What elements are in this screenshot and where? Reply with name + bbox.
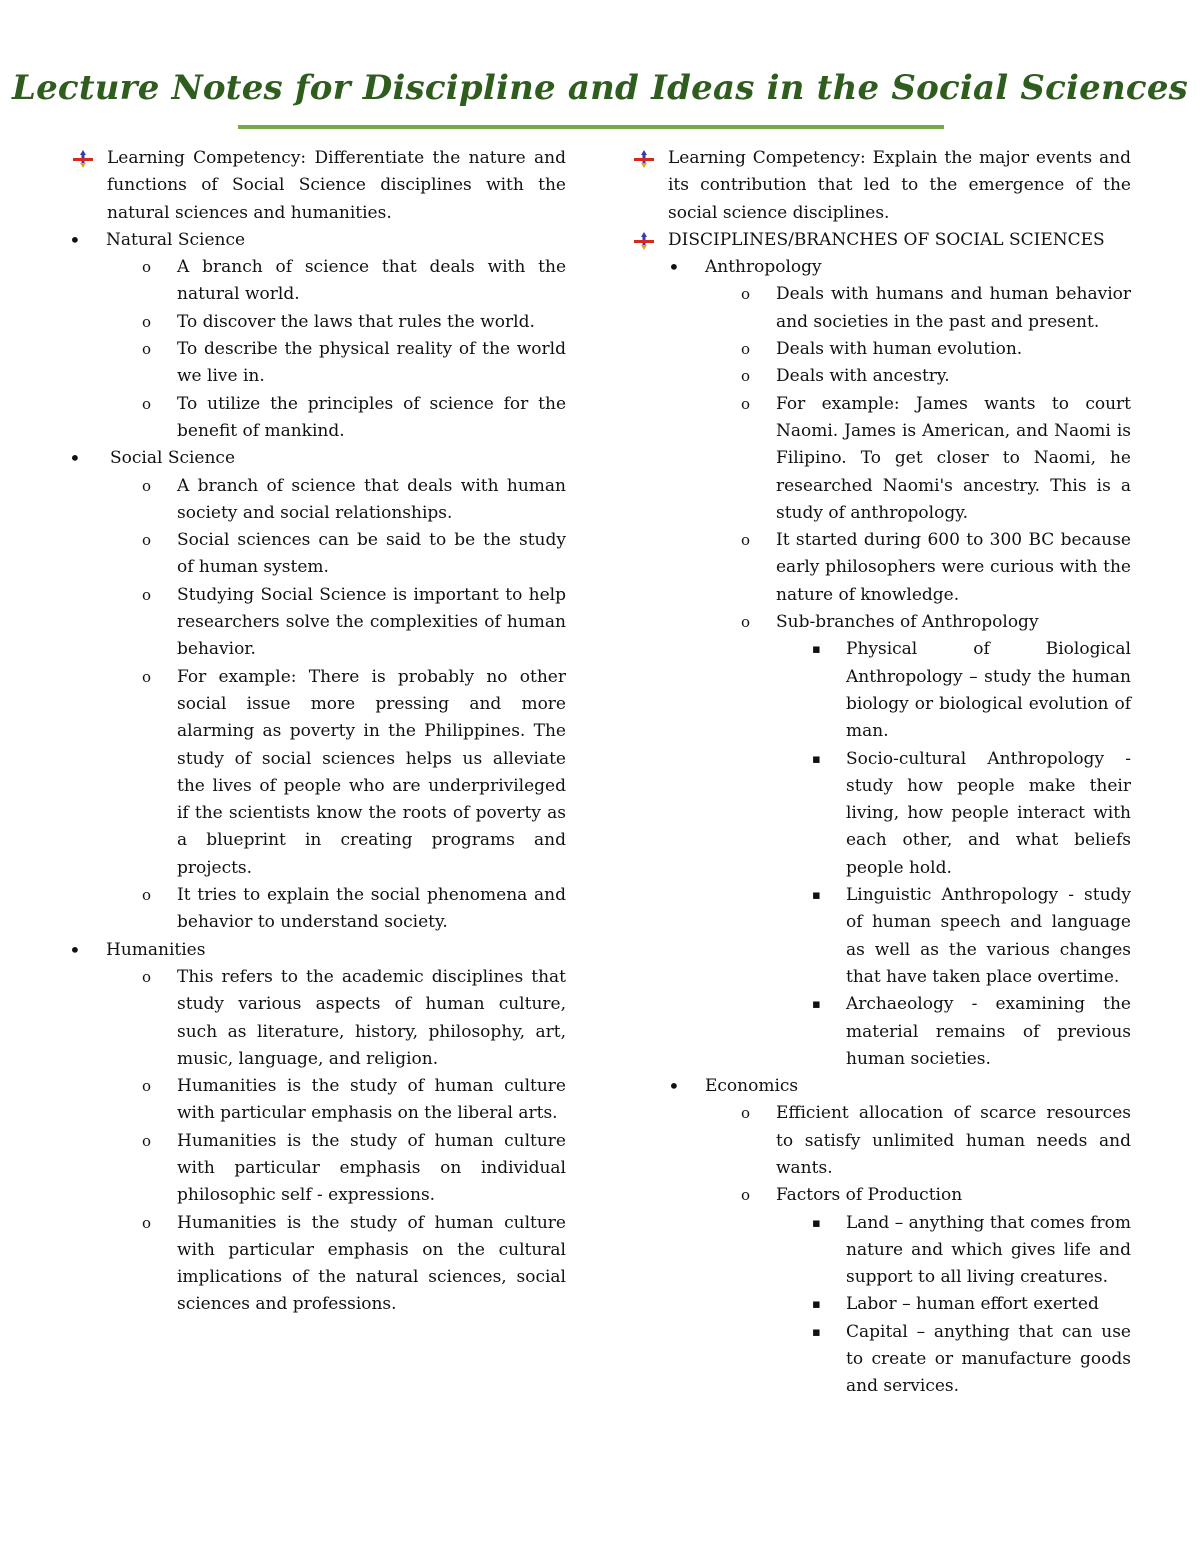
list-item: o To discover the laws that rules the world. [72, 309, 566, 336]
square-bullet-icon: ▪ [812, 642, 821, 658]
list-item: o A branch of science that deals with the natural world. [72, 254, 566, 309]
circle-bullet-icon: o [142, 886, 152, 905]
list-item: o For example: James wants to court Naomi. James is American, and Naomi is Filipino. To get closer to Naomi, he researched Naomi's ancestry. This is a study of anthropology. [633, 391, 1131, 527]
list-item: o Factors of Production [633, 1182, 1131, 1209]
bullet-icon: • [69, 937, 81, 962]
bullet-icon: • [668, 255, 680, 280]
list-item-social-science: • Social Science [72, 445, 566, 472]
list-item: o Sub-branches of Anthropology [633, 609, 1131, 636]
circle-bullet-icon: o [142, 967, 152, 986]
circle-bullet-icon: o [142, 667, 152, 686]
list-item: o Humanities is the study of human culture with particular emphasis on individual philosophic self - expressions. [72, 1128, 566, 1210]
list-item: o Efficient allocation of scarce resources to satisfy unlimited human needs and wants. [633, 1100, 1131, 1182]
circle-bullet-icon: o [142, 1131, 152, 1150]
list-item: o Humanities is the study of human culture with particular emphasis on the cultural implications of the natural sciences, social sciences and professions. [72, 1210, 566, 1319]
list-item: o A branch of science that deals with human society and social relationships. [72, 473, 566, 528]
list-item-humanities: • Humanities [72, 937, 566, 964]
bullet-icon: • [69, 446, 81, 471]
circle-bullet-icon: o [741, 340, 751, 359]
right-column [633, 145, 1131, 1401]
list-item: ▪ Land – anything that comes from nature and which gives life and support to all living creatures. [633, 1210, 1131, 1292]
list-item: ▪ Capital – anything that can use to create or manufacture goods and services. [633, 1319, 1131, 1401]
circle-bullet-icon: o [741, 1186, 751, 1205]
circle-bullet-icon: o [142, 1213, 152, 1232]
circle-bullet-icon: o [142, 476, 152, 495]
list-item: o Humanities is the study of human culture with particular emphasis on the liberal arts. [72, 1073, 566, 1128]
page-title: Lecture Notes for Discipline and Ideas in the Social Sciences [11, 68, 1188, 108]
list-item: o Deals with ancestry. [633, 363, 1131, 390]
competency-right: Learning Competency: Explain the major events and its contribution that led to the emergence of the social science disciplines. [633, 145, 1131, 227]
list-item: o For example: There is probably no other social issue more pressing and more alarming as poverty in the Philippines. The study of social sciences helps us alleviate the lives of people who are underprivileged if the scientists know the roots of poverty as a blueprint in creating programs and projects. [72, 664, 566, 882]
list-item: o It tries to explain the social phenomena and behavior to understand society. [72, 882, 566, 937]
circle-bullet-icon: o [741, 531, 751, 550]
square-bullet-icon: ▪ [812, 888, 821, 904]
bullet-icon: • [69, 227, 81, 252]
square-bullet-icon: ▪ [812, 1215, 821, 1231]
circle-bullet-icon: o [142, 340, 152, 359]
circle-bullet-icon: o [741, 1104, 751, 1123]
circle-bullet-icon: o [741, 394, 751, 413]
list-item: o Deals with human evolution. [633, 336, 1131, 363]
list-item: ▪ Labor – human effort exerted [633, 1291, 1131, 1318]
list-item: o Social sciences can be said to be the study of human system. [72, 527, 566, 582]
circle-bullet-icon: o [741, 367, 751, 386]
bullet-icon: • [668, 1074, 680, 1099]
square-bullet-icon: ▪ [812, 1324, 821, 1340]
list-item-economics: • Economics [633, 1073, 1131, 1100]
list-item: o Studying Social Science is important to help researchers solve the complexities of human behavior. [72, 582, 566, 664]
square-bullet-icon: ▪ [812, 1297, 821, 1313]
list-item: o To describe the physical reality of the world we live in. [72, 336, 566, 391]
square-bullet-icon: ▪ [812, 751, 821, 767]
list-item: o To utilize the principles of science for the benefit of mankind. [72, 391, 566, 446]
arrow-bullet-icon [72, 150, 94, 177]
circle-bullet-icon: o [142, 531, 152, 550]
circle-bullet-icon: o [741, 285, 751, 304]
list-item: ▪ Archaeology - examining the material remains of previous human societies. [633, 991, 1131, 1073]
list-item: ▪ Linguistic Anthropology - study of human speech and language as well as the various changes that have taken place overtime. [633, 882, 1131, 991]
list-item: o Deals with humans and human behavior and societies in the past and present. [633, 281, 1131, 336]
list-item-natural-science: • Natural Science [72, 227, 566, 254]
circle-bullet-icon: o [142, 1077, 152, 1096]
list-item: ▪ Physical of Biological Anthropology – study the human biology or biological evolution of man. [633, 636, 1131, 745]
square-bullet-icon: ▪ [812, 997, 821, 1013]
title-underline [238, 125, 944, 129]
section-heading-disciplines: DISCIPLINES/BRANCHES OF SOCIAL SCIENCES [633, 227, 1131, 254]
list-item: o It started during 600 to 300 BC because early philosophers were curious with the nature of knowledge. [633, 527, 1131, 609]
circle-bullet-icon: o [142, 312, 152, 331]
arrow-bullet-icon [633, 150, 655, 177]
list-item-anthropology: • Anthropology [633, 254, 1131, 281]
circle-bullet-icon: o [741, 613, 751, 632]
left-column [69, 145, 566, 1319]
list-item: ▪ Socio-cultural Anthropology - study how people make their living, how people interact with each other, and what beliefs people hold. [633, 746, 1131, 882]
circle-bullet-icon: o [142, 585, 152, 604]
circle-bullet-icon: o [142, 394, 152, 413]
competency-left: Learning Competency: Differentiate the nature and functions of Social Science disciplines with the natural sciences and humanities. [72, 145, 566, 227]
list-item: o This refers to the academic disciplines that study various aspects of human culture, such as literature, history, philosophy, art, music, language, and religion. [72, 964, 566, 1073]
circle-bullet-icon: o [142, 258, 152, 277]
